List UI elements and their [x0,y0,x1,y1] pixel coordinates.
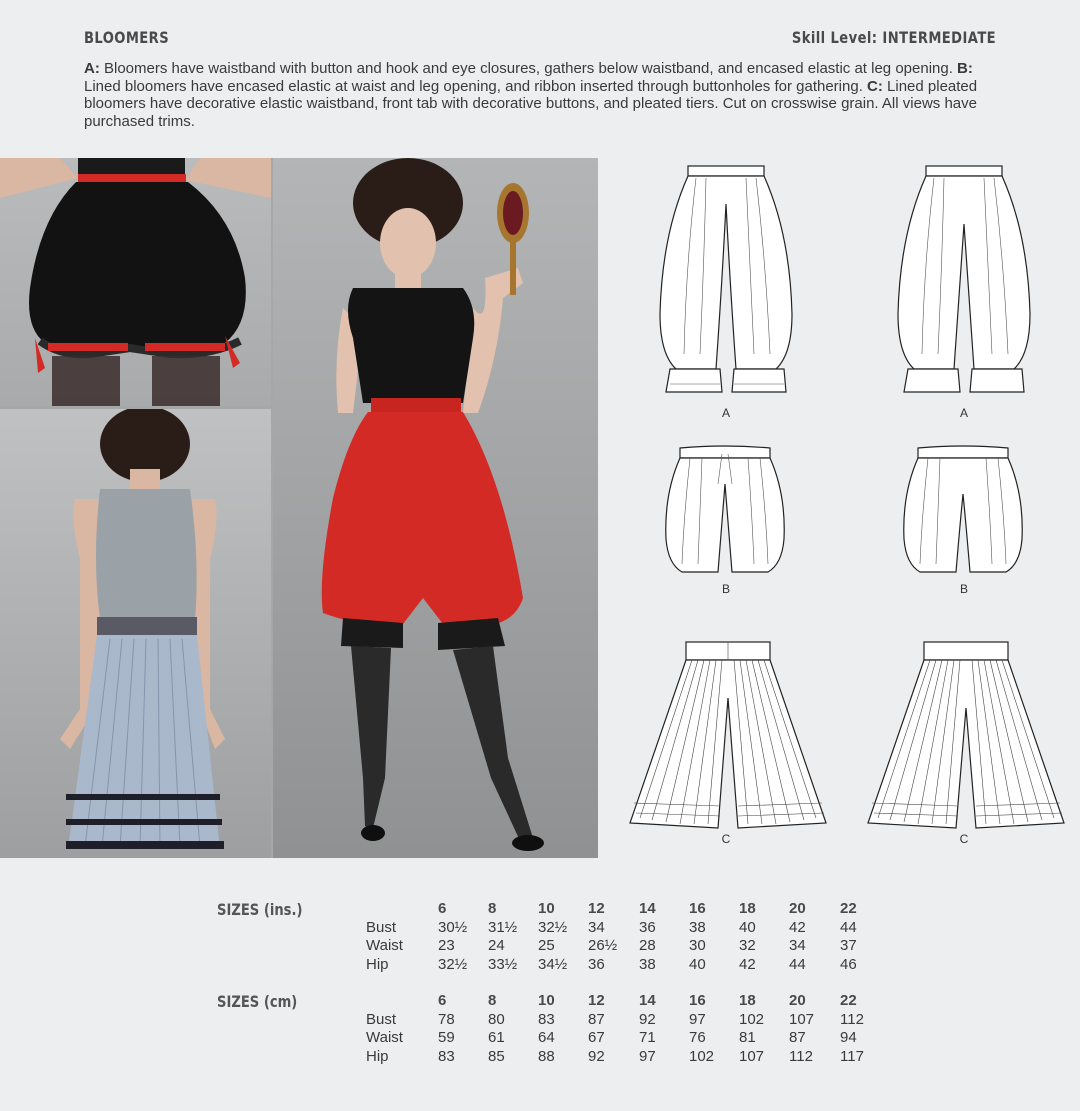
size-cell: 44 [789,955,806,973]
size-cell: 107 [789,1010,815,1028]
view-b-label: B: [957,60,973,77]
size-cell: 25 [538,937,555,954]
sketch-label: C [959,832,969,846]
photo-area [0,158,598,858]
sketch-b-back [898,444,1028,584]
size-cell: 28 [639,937,656,954]
size-cell: 87 [588,1010,605,1028]
size-cell: 37 [840,937,857,954]
size-row-label: Waist [366,937,403,954]
size-column-header: 14 [639,992,656,1009]
skill-level: Skill Level: INTERMEDIATE [791,28,996,47]
size-row-label: Bust [366,1010,397,1028]
size-column-header: 6 [438,992,447,1009]
sketch-label: B [721,582,730,596]
size-cell: 32½ [538,918,568,936]
size-column-header: 12 [588,992,605,1009]
size-cell: 88 [538,1047,555,1065]
size-row-label: Bust [366,918,397,936]
size-cell: 32 [739,937,756,954]
size-cell: 34 [588,918,605,936]
size-cell: 32½ [438,955,468,973]
size-cell: 40 [689,955,706,973]
size-column-header: 16 [689,900,706,917]
size-cell: 85 [488,1047,505,1065]
size-cell: 34 [789,937,806,954]
size-column-header: 6 [438,900,447,917]
sketch-label: C [721,832,731,846]
header [0,0,1080,153]
size-column-header: 22 [840,992,857,1009]
size-column-header: 18 [739,900,756,917]
size-cell: 83 [438,1047,455,1065]
size-cell: 92 [588,1047,605,1065]
size-cell: 102 [689,1047,715,1065]
size-cell: 94 [840,1029,857,1046]
sketch-c-back [866,638,1066,833]
size-row-label: Hip [366,955,389,973]
size-charts [0,862,1080,1111]
photo-view-c [0,409,271,858]
view-a-label: A: [84,60,100,77]
size-column-header: 14 [639,900,656,917]
size-cell: 80 [488,1010,505,1028]
sketch-label: B [959,582,968,596]
size-cell: 102 [739,1010,765,1028]
size-cell: 36 [639,918,656,936]
size-cell: 24 [488,937,505,954]
size-row-label: Waist [366,1029,403,1046]
size-row-label: Hip [366,1047,389,1065]
size-cell: 33½ [488,955,518,973]
size-cell: 46 [840,955,857,973]
size-cell: 38 [689,918,706,936]
size-cell: 30 [689,937,706,954]
size-column-header: 20 [789,992,806,1009]
sizes-cm-heading: SIZES (cm) [217,992,298,1011]
sketch-a-front [656,164,796,404]
size-column-header: 18 [739,992,756,1009]
size-cell: 26½ [588,937,618,954]
photo-view-b [0,158,271,406]
size-cell: 34½ [538,955,568,973]
size-column-header: 12 [588,900,605,917]
size-column-header: 20 [789,900,806,917]
sketch-label: A [959,406,968,420]
size-cell: 31½ [488,918,518,936]
size-cell: 112 [840,1010,864,1028]
size-cell: 71 [639,1029,656,1046]
size-column-header: 8 [488,900,497,917]
view-b-text: Lined bloomers have encased elastic at waist and leg opening, and ribbon inserted through buttonholes for gathering. [84,77,868,95]
description [84,60,996,130]
view-c-text: Lined pleated bloomers have decorative elastic waistband, front tab with decorative buttons, and pleated tiers. Cut on crosswise grain. All views have purchased trims. [84,77,978,130]
size-cell: 117 [840,1047,864,1065]
size-column-header: 8 [488,992,497,1009]
sketch-label: A [721,406,730,420]
size-cell: 81 [739,1029,756,1046]
size-cell: 36 [588,955,605,973]
size-cell: 107 [739,1047,765,1065]
size-cell: 78 [438,1010,455,1028]
size-cell: 92 [639,1010,656,1028]
size-cell: 30½ [438,918,468,936]
view-c-label: C: [867,77,883,95]
size-column-header: 10 [538,992,555,1009]
size-cell: 97 [639,1047,656,1065]
photo-view-a [273,158,598,858]
size-cell: 44 [840,918,857,936]
size-column-header: 10 [538,900,555,917]
size-cell: 42 [739,955,756,973]
size-column-header: 22 [840,900,857,917]
size-cell: 38 [639,955,656,973]
size-column-header: 16 [689,992,706,1009]
view-a-text: Bloomers have waistband with button and hook and eye closures, gathers below waistband, and encased elastic at leg opening. [99,60,953,77]
sketch-a-back [894,164,1034,404]
size-cell: 42 [789,918,806,936]
size-cell: 61 [488,1029,505,1046]
size-cell: 64 [538,1029,555,1046]
size-cell: 87 [789,1029,806,1046]
sketch-b-front [660,444,790,584]
page-title: BLOOMERS [84,28,170,47]
size-cell: 67 [588,1029,605,1046]
sizes-in-heading: SIZES (ins.) [217,900,303,919]
size-cell: 23 [438,937,455,954]
sketch-c-front [628,638,828,833]
size-cell: 112 [789,1047,813,1065]
size-cell: 59 [438,1029,455,1046]
technical-sketches [604,158,1080,858]
size-cell: 40 [739,918,756,936]
size-cell: 83 [538,1010,555,1028]
size-cell: 76 [689,1029,706,1046]
size-cell: 97 [689,1010,706,1028]
